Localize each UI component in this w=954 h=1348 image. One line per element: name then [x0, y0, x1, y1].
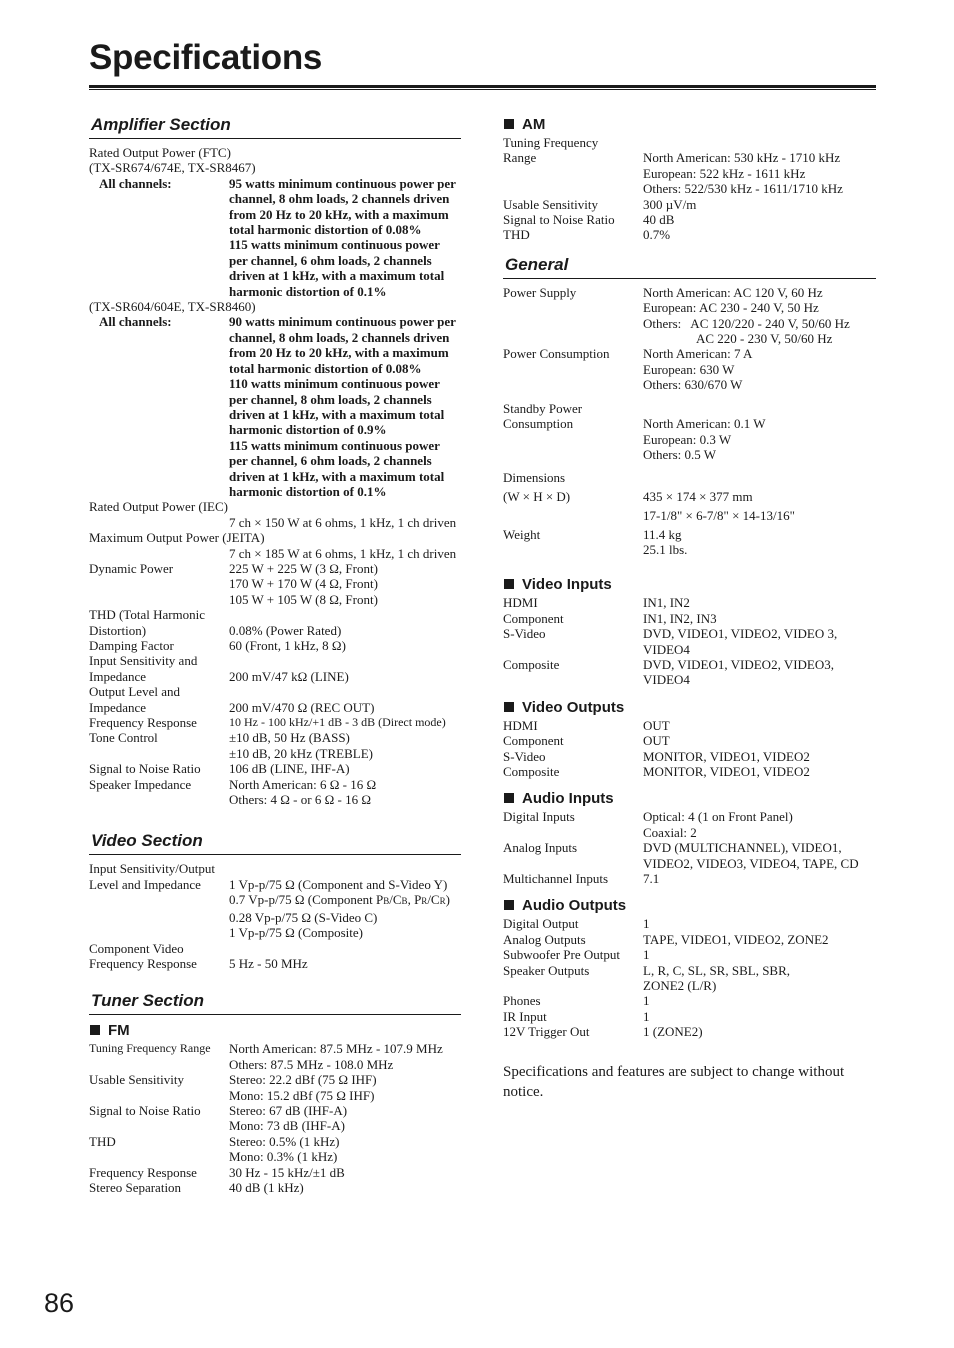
- jeita-label: Maximum Output Power (JEITA): [89, 530, 265, 546]
- spec-row: [503, 947, 876, 962]
- iec-label: Rated Output Power (IEC): [89, 499, 229, 515]
- spec-value: [643, 626, 876, 657]
- square-bullet-icon: [504, 579, 514, 589]
- dynamic-1: 225 W + 225 W (3 Ω, Front): [229, 560, 378, 576]
- spec-value: [643, 809, 876, 840]
- spec-row: [89, 715, 461, 730]
- freq-resp-value: 10 Hz - 100 kHz/+1 dB - 3 dB (Direct mode): [229, 715, 446, 730]
- spec-value: [229, 941, 461, 972]
- title-rule: [89, 85, 876, 90]
- vo-comp-label: Component: [503, 733, 564, 749]
- audio-inputs-heading-text: Audio Inputs: [522, 790, 614, 808]
- thd-label-1: THD (Total Harmonic: [89, 607, 206, 623]
- am-sens-label: Usable Sensitivity: [503, 196, 598, 212]
- ao-speaker-label: Speaker Outputs: [503, 962, 590, 978]
- ao-sub-label: Subwoofer Pre Output: [503, 947, 620, 963]
- am-snr-label: Signal to Noise Ratio: [503, 212, 615, 228]
- sb-1: North American: 0.1 W: [643, 416, 766, 432]
- ao-trigger-value: 1 (ZONE2): [643, 1024, 703, 1040]
- ao-digital-value: 1: [643, 916, 650, 932]
- right-column: [503, 113, 876, 1102]
- video-section-heading: Video Section: [89, 829, 461, 855]
- spec-value: [643, 135, 876, 197]
- fm-range-label: Tuning Frequency Range: [89, 1041, 211, 1056]
- a-spec1: 95 watts minimum continuous power per channel, 8 ohm loads, 2 channels driven from 20 Hz to 20 kHz, with a maximum total harmonic distortion of 0.08%: [229, 175, 456, 238]
- spec-value: [643, 401, 876, 463]
- ao-digital-label: Digital Output: [503, 916, 579, 932]
- ao-speaker-2: ZONE2 (L/R): [643, 978, 717, 994]
- spec-value: [229, 1041, 461, 1072]
- am-range-label: [503, 135, 643, 197]
- dynamic-2: 170 W + 170 W (4 Ω, Front): [229, 576, 378, 592]
- spec-row: [89, 861, 461, 876]
- spec-value: [229, 1134, 461, 1165]
- square-bullet-icon: [504, 793, 514, 803]
- dim-2: 17-1/8" × 6-7/8" × 14-13/16": [643, 508, 795, 524]
- ps-4: AC 220 - 230 V, 50/60 Hz: [696, 331, 833, 347]
- spec-value: [229, 1103, 461, 1134]
- left-column: [89, 113, 461, 1195]
- spec-value: [643, 963, 876, 994]
- vo-composite-value: MONITOR, VIDEO1, VIDEO2: [643, 764, 810, 779]
- fm-range-1: North American: 87.5 MHz - 107.9 MHz: [229, 1041, 443, 1057]
- audio-inputs-heading: [503, 789, 876, 809]
- spec-row: [89, 638, 461, 653]
- ai-digital-label: Digital Inputs: [503, 809, 575, 825]
- am-range-label-2: Range: [503, 150, 537, 166]
- spec-row: [89, 515, 461, 530]
- freq-resp-label: Frequency Response: [89, 715, 197, 731]
- spec-row: [89, 1072, 461, 1103]
- sb-3: Others: 0.5 W: [643, 446, 717, 462]
- vi-comp-value: IN1, IN2, IN3: [643, 610, 717, 626]
- standby-label-1: Standby Power: [503, 400, 583, 416]
- vi-hdmi-value: IN1, IN2: [643, 595, 690, 611]
- fm-thd-label: THD: [89, 1133, 116, 1149]
- spec-row: [503, 1024, 876, 1039]
- dim-label-1: Dimensions: [503, 470, 566, 486]
- vo-hdmi-label: HDMI: [503, 717, 538, 733]
- spec-row: [89, 1041, 461, 1072]
- spec-row: [503, 749, 876, 764]
- spec-row: [503, 733, 876, 748]
- video-v2: 0.7 Vp-p/75 Ω (Component PB/CB, PR/CR): [229, 892, 450, 908]
- fm-sep-label: Stereo Separation: [89, 1179, 182, 1195]
- vi-svideo-2: VIDEO4: [643, 641, 690, 657]
- fm-sens-2: Mono: 15.2 dBf (75 Ω IHF): [229, 1087, 375, 1103]
- vi-hdmi-label: HDMI: [503, 595, 538, 611]
- general-section-heading: General: [503, 253, 876, 279]
- spec-row: [503, 718, 876, 733]
- spec-row: [503, 840, 876, 871]
- audio-outputs-heading: [503, 896, 876, 916]
- vi-composite-label: Composite: [503, 656, 560, 672]
- spec-row: [503, 227, 876, 242]
- b-spec3: 115 watts minimum continuous power per channel, 6 ohm loads, 2 channels driven at 1 kHz, with a maximum total harmonic distortion of 0.1%: [229, 437, 445, 499]
- am-range-label-1: Tuning Frequency: [503, 135, 599, 150]
- am-thd-label: THD: [503, 227, 530, 243]
- spec-row: [89, 877, 461, 941]
- am-sens-value: 300 µV/m: [643, 196, 697, 212]
- spec-value: [229, 176, 461, 299]
- spec-value: [643, 840, 876, 871]
- footer-note: Specifications and features are subject to change without notice.: [503, 1063, 845, 1100]
- video-sens-label: Input Sensitivity/Output: [89, 861, 216, 877]
- vo-comp-value: OUT: [643, 733, 670, 749]
- amplifier-section-heading: Amplifier Section: [89, 113, 461, 139]
- page-title: Specifications: [89, 38, 323, 77]
- ps-1: North American: AC 120 V, 60 Hz: [643, 284, 823, 300]
- vo-hdmi-value: OUT: [643, 717, 670, 733]
- fm-thd-1: Stereo: 0.5% (1 kHz): [229, 1133, 340, 1149]
- vi-composite-2: VIDEO4: [643, 672, 690, 688]
- b-spec2: 110 watts minimum continuous power per channel, 8 ohm loads, 2 channels driven at 1 kHz, with a maximum total harmonic distortion of 0.9%: [229, 376, 445, 438]
- fm-freq-value: 30 Hz - 15 kHz/±1 dB: [229, 1164, 345, 1180]
- fm-snr-2: Mono: 73 dB (IHF-A): [229, 1118, 345, 1134]
- spec-value: [229, 314, 461, 499]
- ps-3: Others: AC 120/220 - 240 V, 50/60 Hz: [643, 315, 850, 331]
- am-thd-value: 0.7%: [643, 227, 671, 243]
- thd-value: 0.08% (Power Rated): [229, 622, 342, 638]
- fm-snr-1: Stereo: 67 dB (IHF-A): [229, 1102, 348, 1118]
- spec-row: [503, 1009, 876, 1024]
- snr-value: 106 dB (LINE, IHF-A): [229, 761, 350, 777]
- spec-row: [503, 657, 876, 688]
- iec-value: 7 ch × 150 W at 6 ohms, 1 kHz, 1 ch driven: [229, 514, 457, 530]
- input-sens-label-1: Input Sensitivity and: [89, 653, 198, 669]
- vi-svideo-label: S-Video: [503, 626, 546, 642]
- weight-label: Weight: [503, 526, 541, 542]
- spec-value: [229, 877, 461, 941]
- spec-row: [503, 809, 876, 840]
- weight-1: 11.4 kg: [643, 526, 682, 542]
- spec-row: [503, 346, 876, 392]
- ai-digital-1: Optical: 4 (1 on Front Panel): [643, 809, 793, 825]
- spec-row: [89, 176, 461, 299]
- consumption-label: Power Consumption: [503, 346, 610, 362]
- fm-range-2: Others: 87.5 MHz - 108.0 MHz: [229, 1056, 394, 1072]
- weight-2: 25.1 lbs.: [643, 541, 688, 557]
- spec-value: [643, 346, 876, 392]
- ao-speaker-1: L, R, C, SL, SR, SBL, SBR,: [643, 962, 791, 978]
- output-level-label: [89, 684, 229, 715]
- tone-2: ±10 dB, 20 kHz (TREBLE): [229, 745, 373, 761]
- spec-row: [503, 401, 876, 463]
- ao-sub-value: 1: [643, 947, 650, 963]
- thd-label-2: Distortion): [89, 622, 147, 638]
- square-bullet-icon: [504, 900, 514, 910]
- damping-label: Damping Factor: [89, 638, 174, 653]
- spec-row: [89, 1180, 461, 1195]
- b-spec1: 90 watts minimum continuous power per channel, 8 ohm loads, 2 channels driven from 20 Hz to 20 kHz, with a maximum total harmonic distortion of 0.08%: [229, 314, 456, 376]
- spec-row: [89, 941, 461, 972]
- ai-analog-2: VIDEO2, VIDEO3, VIDEO4, TAPE, CD: [643, 855, 859, 871]
- fm-sens-label: Usable Sensitivity: [89, 1072, 184, 1088]
- spec-row: [89, 561, 461, 607]
- spec-row: [503, 993, 876, 1008]
- dynamic-label: Dynamic Power: [89, 560, 174, 576]
- standby-label: [503, 401, 643, 463]
- spec-row: [89, 1103, 461, 1134]
- spec-value: [229, 607, 461, 638]
- output-level-label-2: Impedance: [89, 699, 147, 715]
- spec-row: [503, 197, 876, 212]
- dim-label: [503, 470, 643, 523]
- spec-row: [503, 963, 876, 994]
- ao-ir-label: IR Input: [503, 1008, 547, 1024]
- am-range-3: Others: 522/530 kHz - 1611/1710 kHz: [643, 181, 843, 197]
- fm-heading-text: FM: [108, 1022, 130, 1040]
- input-sens-value: 200 mV/47 kΩ (LINE): [229, 668, 349, 684]
- sb-2: European: 0.3 W: [643, 431, 732, 447]
- ai-analog-label: Analog Inputs: [503, 840, 578, 856]
- fm-thd-2: Mono: 0.3% (1 kHz): [229, 1149, 338, 1165]
- comp-video-value: 5 Hz - 50 MHz: [229, 955, 308, 971]
- comp-label-2: Frequency Response: [89, 955, 197, 971]
- am-range-2: European: 522 kHz - 1611 kHz: [643, 165, 806, 181]
- vo-composite-label: Composite: [503, 764, 560, 779]
- video-level-label: Level and Impedance: [89, 876, 201, 892]
- video-inputs-heading-text: Video Inputs: [522, 576, 612, 594]
- page-number: 86: [44, 1288, 75, 1318]
- spec-row: [89, 546, 461, 561]
- video-v1: 1 Vp-p/75 Ω (Component and S-Video Y): [229, 876, 448, 892]
- spec-row: [89, 314, 461, 499]
- ao-analog-value: TAPE, VIDEO1, VIDEO2, ZONE2: [643, 931, 829, 947]
- output-level-label-1: Output Level and: [89, 684, 180, 700]
- am-heading: [503, 115, 876, 135]
- damping-value: 60 (Front, 1 kHz, 8 Ω): [229, 638, 346, 653]
- speaker-imp-label: Speaker Impedance: [89, 776, 192, 792]
- video-outputs-heading: [503, 698, 876, 718]
- ao-analog-label: Analog Outputs: [503, 931, 586, 947]
- video-outputs-heading-text: Video Outputs: [522, 698, 625, 716]
- spec-row: [503, 285, 876, 347]
- models-b: (TX-SR604/604E, TX-SR8460): [89, 299, 256, 315]
- standby-label-2: Consumption: [503, 416, 574, 432]
- spec-value: [229, 684, 461, 715]
- ao-phones-label: Phones: [503, 993, 541, 1009]
- spec-value: [229, 730, 461, 761]
- pc-2: European: 630 W: [643, 361, 735, 377]
- ai-digital-2: Coaxial: 2: [643, 824, 697, 840]
- dim-label-2: (W × H × D): [503, 488, 571, 504]
- models-a: (TX-SR674/674E, TX-SR8467): [89, 160, 256, 176]
- spec-value: [643, 470, 876, 523]
- speaker-imp-1: North American: 6 Ω - 16 Ω: [229, 776, 377, 792]
- ao-ir-value: 1: [643, 1008, 650, 1024]
- fm-sens-1: Stereo: 22.2 dBf (75 Ω IHF): [229, 1072, 377, 1088]
- vo-svideo-label: S-Video: [503, 748, 546, 764]
- all-channels-label: All channels:: [99, 314, 172, 330]
- spec-value: [643, 285, 876, 347]
- thd-label: [89, 607, 229, 638]
- square-bullet-icon: [90, 1025, 100, 1035]
- spec-row: [89, 684, 461, 715]
- pc-1: North American: 7 A: [643, 346, 753, 362]
- spec-row: [89, 1134, 461, 1165]
- speaker-imp-2: Others: 4 Ω - or 6 Ω - 16 Ω: [229, 792, 371, 808]
- spec-value: [229, 777, 461, 808]
- fm-snr-label: Signal to Noise Ratio: [89, 1102, 201, 1118]
- spec-value: [643, 527, 876, 558]
- spec-row: [503, 871, 876, 886]
- spec-row: [89, 1165, 461, 1180]
- audio-outputs-heading-text: Audio Outputs: [522, 897, 627, 915]
- spec-row: [89, 777, 461, 808]
- spec-row: [503, 212, 876, 227]
- video-v3: 0.28 Vp-p/75 Ω (S-Video C): [229, 909, 378, 925]
- dim-1: 435 × 174 × 377 mm: [643, 488, 753, 504]
- video-v4: 1 Vp-p/75 Ω (Composite): [229, 925, 363, 941]
- all-channels-label: All channels:: [99, 175, 172, 191]
- tuner-section-heading: Tuner Section: [89, 989, 461, 1015]
- ai-multi-value: 7.1: [643, 871, 660, 887]
- a-spec2: 115 watts minimum continuous power per channel, 6 ohm loads, 2 channels driven at 1 kHz, with a maximum total harmonic distortion of 0.1%: [229, 237, 445, 299]
- spec-row: [503, 595, 876, 610]
- fm-freq-label: Frequency Response: [89, 1164, 197, 1180]
- jeita-value: 7 ch × 185 W at 6 ohms, 1 kHz, 1 ch driven: [229, 545, 457, 561]
- vi-composite-1: DVD, VIDEO1, VIDEO2, VIDEO3,: [643, 656, 835, 672]
- dynamic-3: 105 W + 105 W (8 Ω, Front): [229, 591, 378, 607]
- comp-label-1: Component Video: [89, 940, 184, 956]
- tone-1: ±10 dB, 50 Hz (BASS): [229, 730, 350, 746]
- spec-row: [89, 607, 461, 638]
- spec-value: [229, 561, 461, 607]
- tone-label: Tone Control: [89, 730, 158, 746]
- am-snr-value: 40 dB: [643, 212, 675, 228]
- fm-sep-value: 40 dB (1 kHz): [229, 1179, 304, 1195]
- spec-row: [503, 916, 876, 931]
- rated-ftc-label: Rated Output Power (FTC): [89, 145, 231, 160]
- comp-video-label: [89, 941, 229, 972]
- spec-row: [503, 764, 876, 779]
- fm-heading: [89, 1021, 461, 1041]
- ao-trigger-label: 12V Trigger Out: [503, 1024, 590, 1040]
- spec-row: [89, 761, 461, 776]
- spec-row: [503, 135, 876, 197]
- ao-phones-value: 1: [643, 993, 650, 1009]
- ai-multi-label: Multichannel Inputs: [503, 871, 609, 887]
- spec-row: [503, 470, 876, 523]
- spec-row: [503, 626, 876, 657]
- spec-value: [229, 653, 461, 684]
- square-bullet-icon: [504, 119, 514, 129]
- spec-row: [89, 653, 461, 684]
- spec-value: [229, 1072, 461, 1103]
- vi-svideo-1: DVD, VIDEO1, VIDEO2, VIDEO 3,: [643, 626, 838, 642]
- spec-row: [503, 932, 876, 947]
- pc-3: Others: 630/670 W: [643, 377, 743, 393]
- spec-row: [503, 527, 876, 558]
- spec-row: [89, 730, 461, 761]
- vo-svideo-value: MONITOR, VIDEO1, VIDEO2: [643, 748, 810, 764]
- ai-analog-1: DVD (MULTICHANNEL), VIDEO1,: [643, 840, 842, 856]
- vi-comp-label: Component: [503, 610, 564, 626]
- spec-row: [503, 611, 876, 626]
- power-supply-label: Power Supply: [503, 284, 577, 300]
- am-heading-text: AM: [522, 116, 546, 133]
- spec-value: [643, 657, 876, 688]
- input-sens-label: [89, 653, 229, 684]
- snr-label: Signal to Noise Ratio: [89, 761, 201, 777]
- video-inputs-heading: [503, 575, 876, 595]
- output-level-value: 200 mV/470 Ω (REC OUT): [229, 699, 375, 715]
- am-range-1: North American: 530 kHz - 1710 kHz: [643, 150, 841, 166]
- square-bullet-icon: [504, 702, 514, 712]
- ps-2: European: AC 230 - 240 V, 50 Hz: [643, 300, 819, 316]
- input-sens-label-2: Impedance: [89, 668, 147, 684]
